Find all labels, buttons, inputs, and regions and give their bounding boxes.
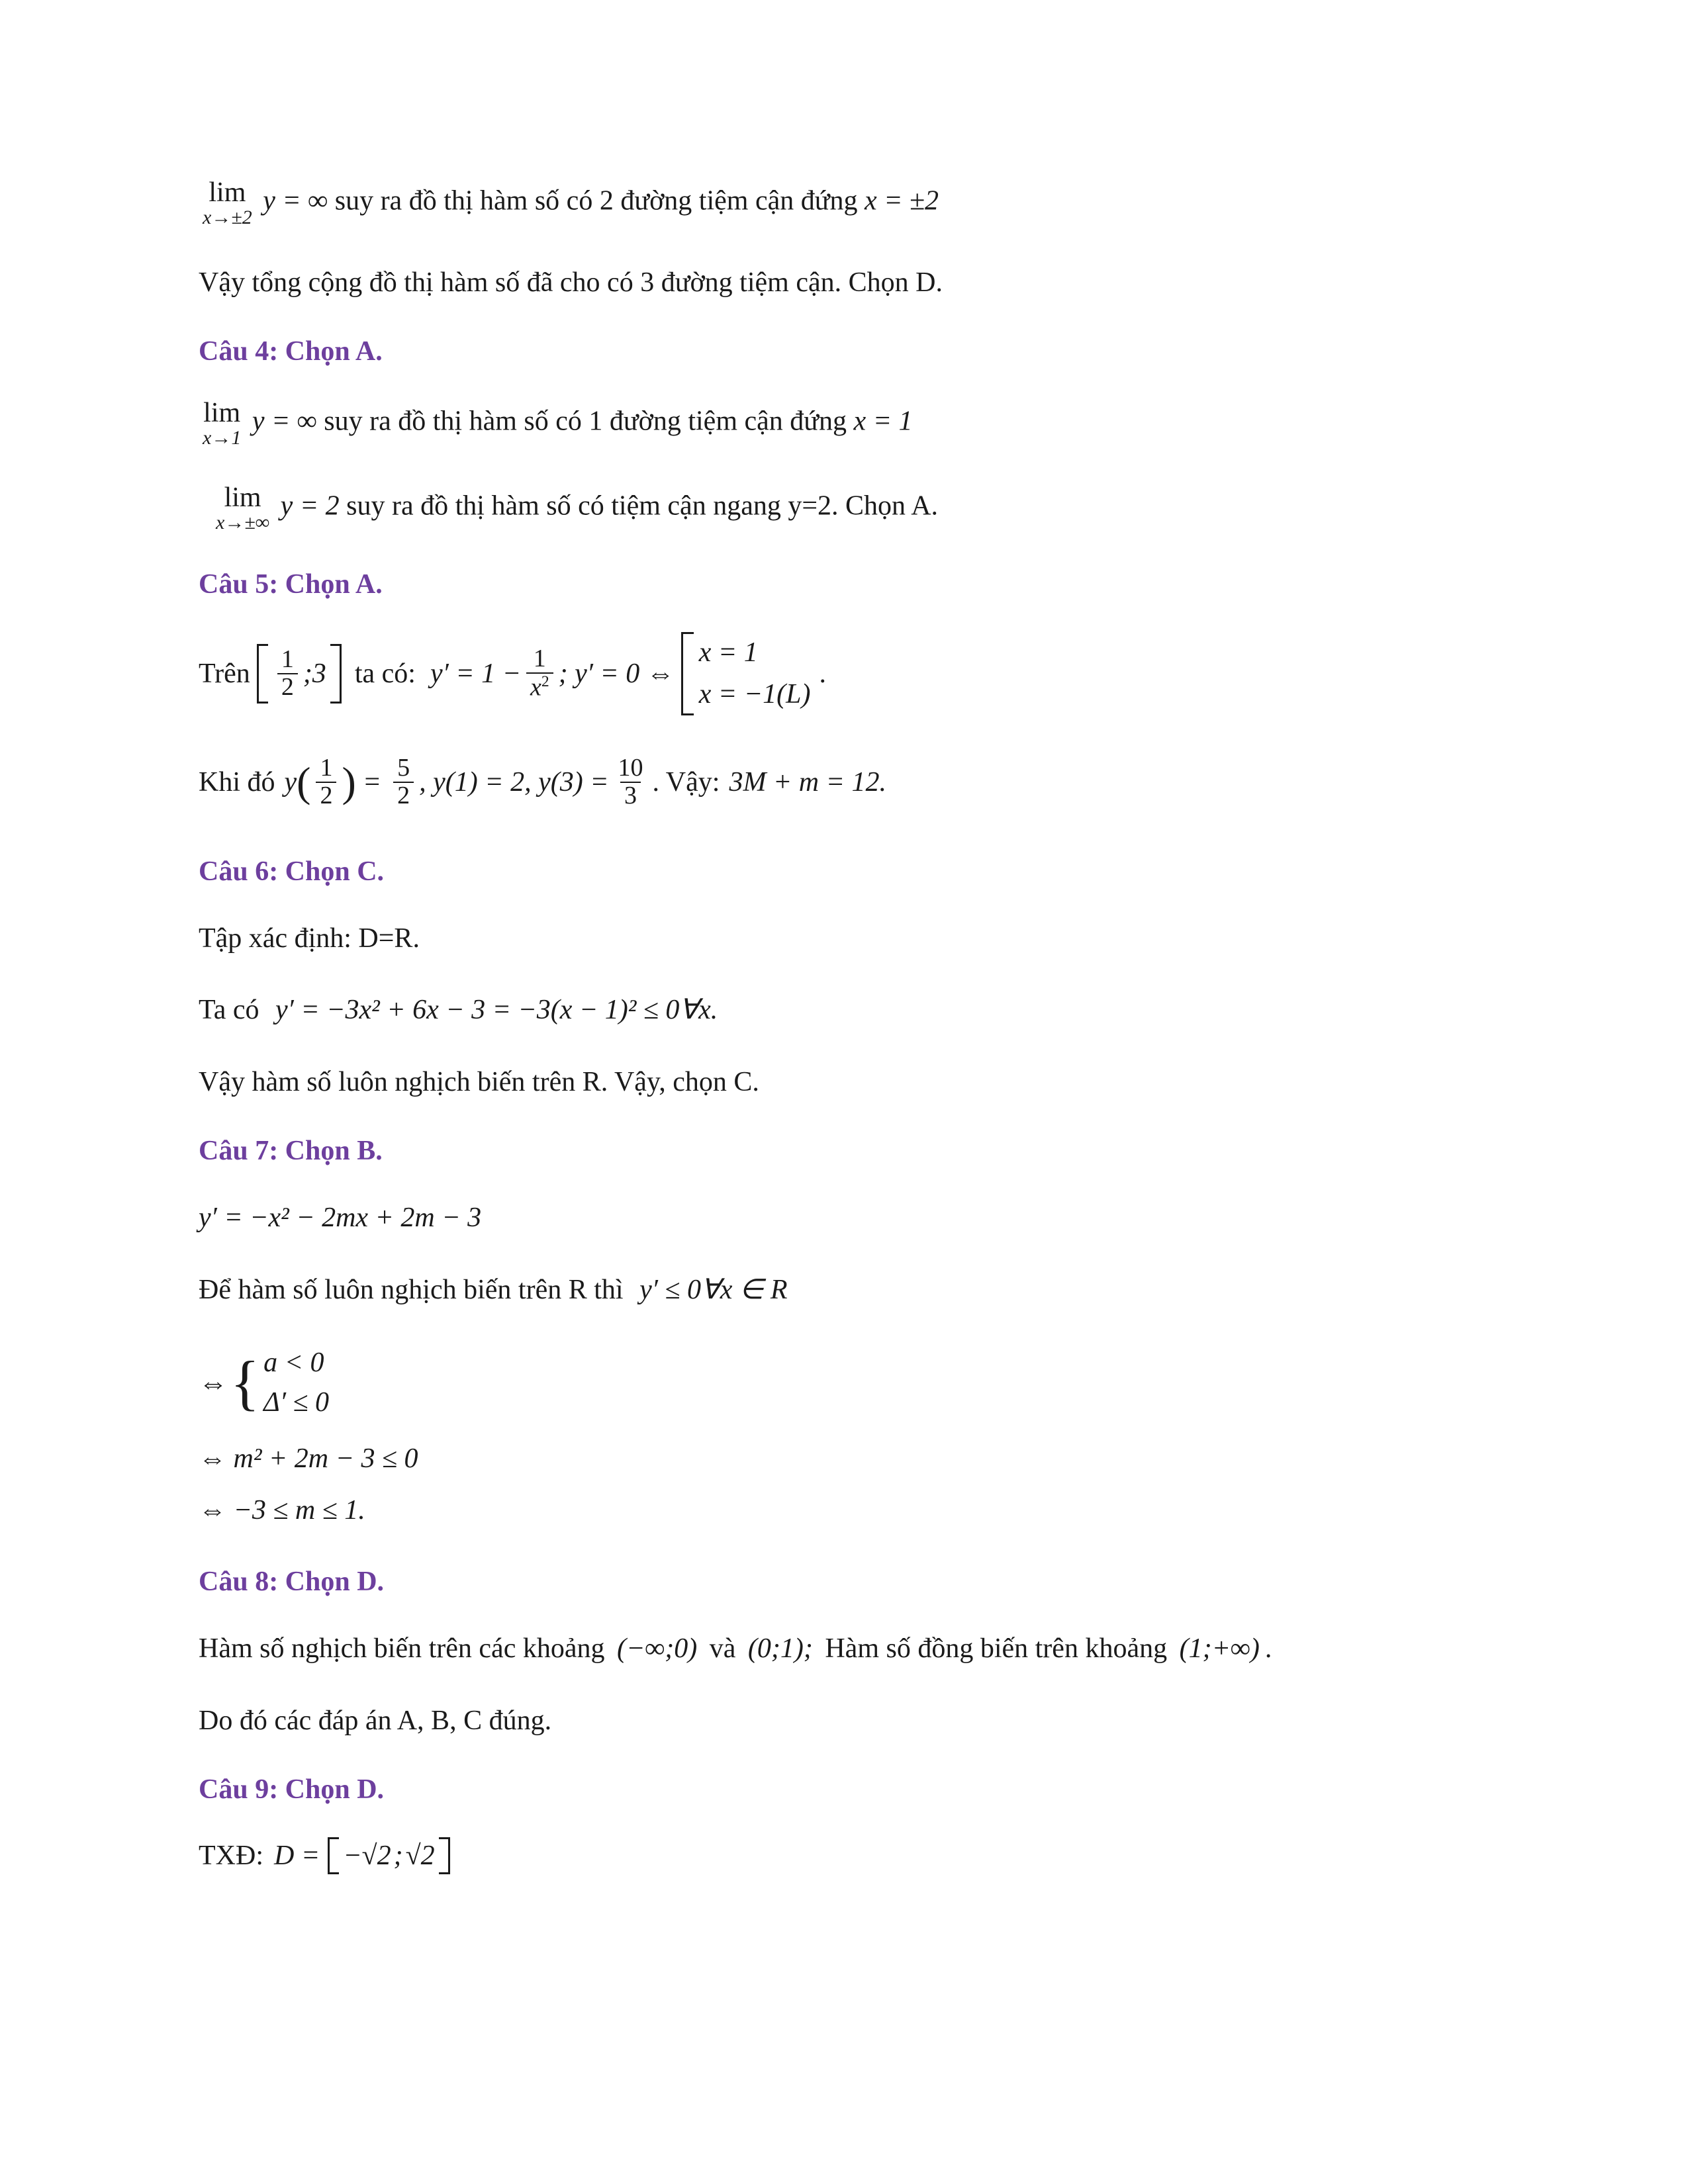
intervals-part-1: Hàm số nghịch biến trên các khoảng [199, 1633, 605, 1664]
paragraph-conclusion-cau6: Vậy hàm số luôn nghịch biến trên R. Vậy, chọn C. [199, 1067, 759, 1098]
case-row-1: x = 1 [698, 637, 758, 668]
intervals-part-4: . [1264, 1633, 1272, 1664]
formula-system-conditions [199, 1343, 1489, 1424]
txd-label: TXĐ: [199, 1840, 263, 1871]
value-fraction-2 [614, 755, 647, 809]
domain-interval [328, 1837, 449, 1874]
fraction-numerator: 1 [320, 753, 333, 782]
limit-label: lim [224, 482, 261, 513]
paragraph-condition-cau7 [199, 1271, 1489, 1310]
fraction-denominator: 2 [277, 673, 298, 701]
values-suffix: . Vậy: [652, 766, 720, 797]
heading-cau-7: Câu 7: Chọn B. [199, 1135, 383, 1166]
interval-right-value: ;3 [303, 658, 326, 689]
limit-expression: y = ∞ [263, 185, 328, 216]
fraction-numerator: 1 [281, 645, 294, 673]
limit-description: suy ra đồ thị hàm số có 1 đường tiệm cận đứng [324, 406, 847, 437]
fraction-denominator: 3 [620, 782, 641, 809]
formula-quadratic-inequality: ⇔ m² + 2m − 3 ≤ 0 [199, 1443, 418, 1475]
formula-prefix: Khi đó [199, 766, 275, 797]
derivative-formula: y′ = −3x² + 6x − 3 = −3(x − 1)² ≤ 0∀x. [275, 995, 718, 1026]
paragraph-total-asymptotes: Vậy tổng cộng đồ thị hàm số đã cho có 3 đường tiệm cận. Chọn D. [199, 267, 943, 298]
iff-symbol: ⇔ [199, 1366, 228, 1399]
equals-sign: = [362, 766, 382, 797]
fraction-denominator: 2 [316, 782, 336, 809]
fraction-denominator [526, 672, 553, 702]
paragraph-answers-correct: Do đó các đáp án A, B, C đúng. [199, 1706, 552, 1737]
condition-formula: y′ ≤ 0∀x ∈ R [639, 1274, 788, 1305]
formula-suffix: . [820, 658, 827, 689]
solution-cases [681, 632, 811, 715]
limit-trailing-math: x = 1 [853, 406, 913, 437]
taco-label: Ta có [199, 995, 259, 1026]
paragraph-derivative-cau6 [199, 991, 1489, 1030]
case-bracket [681, 632, 694, 715]
derivative-equals-zero: ; y′ = 0 ⇔ [558, 658, 675, 689]
interval-fraction [277, 647, 298, 701]
limit-expression: y = ∞ [252, 406, 317, 437]
case-row-2: x = −1(L) [698, 678, 811, 709]
limit-expression: y = 2 [280, 490, 340, 522]
brace-icon: { [230, 1349, 260, 1417]
bracket-left [328, 1837, 339, 1874]
formula-txd-sqrt [199, 1837, 1489, 1874]
limit-subscript: x→1 [203, 426, 242, 449]
final-result: 3M + m = 12. [729, 766, 886, 797]
math-line-limit-pm2 [199, 179, 1489, 228]
domain-prefix: D = [274, 1840, 320, 1871]
system-row-1: a < 0 [263, 1347, 324, 1378]
math-line-limit-infinity [212, 484, 1489, 533]
closed-interval [257, 644, 342, 704]
formula-yprime-cau7: y′ = −x² − 2mx + 2m − 3 [199, 1202, 482, 1233]
limit-description: suy ra đồ thị hàm số có 2 đường tiệm cận đứng [334, 185, 858, 216]
domain-left-value: −√2 [343, 1840, 391, 1871]
formula-prefix: Trên [199, 658, 250, 689]
formula-mid-text: ta có: [354, 658, 416, 689]
derivative-expression: y′ = 1 − [430, 658, 521, 689]
math-line-limit-1 [199, 399, 1489, 448]
system-row-2: Δ′ ≤ 0 [263, 1387, 330, 1418]
limit-subscript: x→±∞ [216, 511, 270, 533]
paragraph-monotonic-intervals [199, 1629, 1489, 1668]
limit-description: suy ra đồ thị hàm số có tiệm cận ngang y=2. Chọn A. [346, 490, 939, 522]
paren-left: ( [297, 758, 311, 806]
paragraph-domain: Tập xác định: D=R. [199, 923, 420, 954]
heading-cau-6: Câu 6: Chọn C. [199, 856, 385, 887]
function-argument [297, 755, 356, 809]
fraction-denominator: 2 [393, 782, 414, 809]
intervals-part-3: Hàm số đồng biến trên khoảng [825, 1633, 1168, 1664]
fraction-den-exponent: 2 [541, 672, 549, 690]
paren-right: ) [342, 758, 356, 806]
limit-subscript: x→±2 [203, 206, 252, 228]
function-name: y [284, 766, 297, 797]
heading-cau-5: Câu 5: Chọn A. [199, 569, 383, 600]
interval-2: (0;1); [747, 1633, 813, 1664]
value-fraction-1 [393, 755, 414, 809]
fraction-den-base: x [530, 673, 541, 702]
values-middle-text: , y(1) = 2, y(3) = [419, 766, 609, 797]
formula-m-range: ⇔ −3 ≤ m ≤ 1. [199, 1495, 365, 1526]
heading-cau-9: Câu 9: Chọn D. [199, 1774, 385, 1805]
intervals-part-2: và [709, 1633, 736, 1664]
heading-cau-8: Câu 8: Chọn D. [199, 1567, 385, 1598]
limit-label: lim [203, 397, 241, 428]
heading-cau-4: Câu 4: Chọn A. [199, 336, 383, 367]
formula-tren-interval [199, 632, 1489, 715]
domain-right-value: √2 [405, 1840, 435, 1871]
limit-operator [203, 399, 241, 448]
formula-khi-do-values [199, 755, 1489, 809]
fraction-numerator: 5 [397, 753, 410, 782]
argument-fraction [316, 755, 336, 809]
fraction-numerator: 10 [618, 753, 643, 782]
interval-3: (1;+∞) [1179, 1633, 1260, 1664]
bracket-right [439, 1837, 450, 1874]
domain-separator: ; [393, 1840, 403, 1871]
limit-label: lim [209, 177, 246, 208]
bracket-right [330, 644, 342, 704]
limit-trailing-math: x = ±2 [865, 185, 939, 216]
interval-1: (−∞;0) [616, 1633, 698, 1664]
limit-operator [203, 179, 252, 228]
condition-system [230, 1343, 329, 1424]
derivative-fraction [526, 646, 553, 701]
limit-operator [216, 484, 269, 533]
bracket-left [257, 644, 268, 704]
condition-text: Để hàm số luôn nghịch biến trên R thì [199, 1274, 624, 1305]
fraction-numerator: 1 [533, 645, 546, 673]
